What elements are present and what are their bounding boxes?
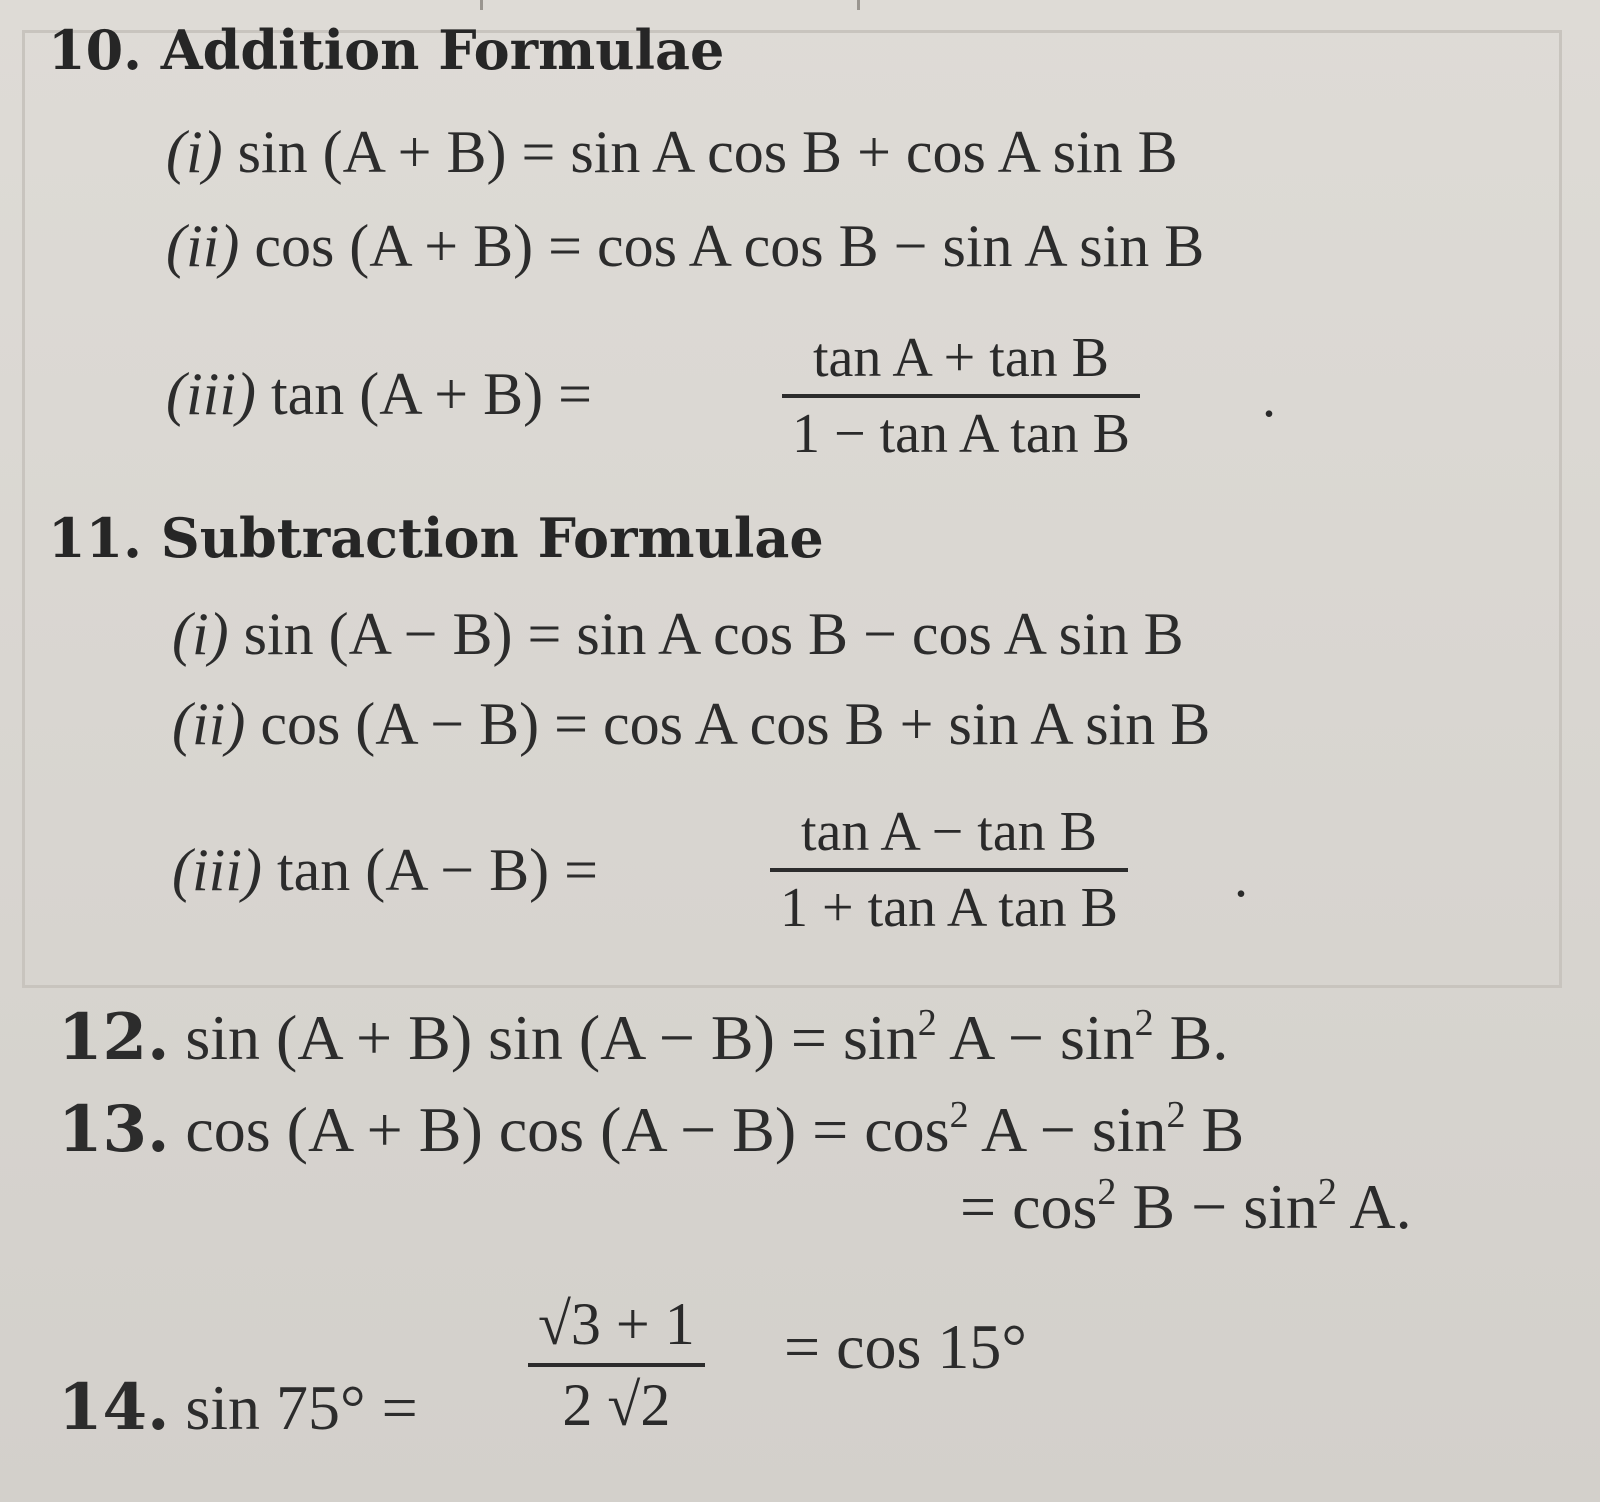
equals-sign: = xyxy=(554,691,588,757)
formula-10-i xyxy=(166,118,1178,187)
formula-lhs: sin (A − B) xyxy=(243,601,513,667)
formula-rhs: cos A cos B − sin A sin B xyxy=(596,213,1205,279)
formula-11-ii xyxy=(172,690,1210,759)
item-label: (ii) xyxy=(166,213,240,279)
section-title: Subtraction Formulae xyxy=(160,506,824,570)
formula-12 xyxy=(58,1000,1228,1075)
equals-sign: = xyxy=(527,601,562,667)
equals-sign: = xyxy=(558,361,592,427)
formula-rhs: $\cos^2 B - \sin^2 A$. xyxy=(1012,1171,1412,1242)
fraction-denominator: 1 − tan A tan B xyxy=(792,403,1131,465)
section-number: 13. xyxy=(58,1092,170,1167)
formula-rhs: sin A cos B − cos A sin B xyxy=(576,601,1184,667)
formula-lhs: tan (A − B) xyxy=(276,837,550,903)
formula-lhs: cos (A + B) cos (A − B) xyxy=(185,1094,797,1165)
equals-sign: = xyxy=(960,1171,997,1242)
item-label: (i) xyxy=(166,119,223,185)
section-title: Addition Formulae xyxy=(160,18,725,82)
formula-rhs: cos 15° xyxy=(836,1311,1027,1382)
fraction-denominator: 1 + tan A tan B xyxy=(780,877,1119,939)
section-number: 14. xyxy=(58,1370,170,1445)
section-number: 10. xyxy=(48,18,142,82)
equals-sign: = xyxy=(790,1002,827,1073)
item-label: (i) xyxy=(172,601,229,667)
section-number: 11. xyxy=(48,506,142,570)
equals-sign: = xyxy=(564,837,598,903)
formula-11-i xyxy=(172,600,1184,669)
formula-13 xyxy=(58,1092,1244,1167)
formula-lhs: cos (A − B) xyxy=(260,691,540,757)
fraction-tan-difference xyxy=(770,800,1128,940)
formula-11-iii xyxy=(172,836,598,905)
period: . xyxy=(1262,367,1276,429)
formula-10-iii xyxy=(166,360,592,429)
formula-lhs: sin (A + B) xyxy=(237,119,507,185)
section-number: 12. xyxy=(58,1000,170,1075)
formula-rhs: $\sin^2 A - \sin^2 B$. xyxy=(843,1002,1229,1073)
item-label: (iii) xyxy=(166,361,256,427)
equals-sign: = xyxy=(548,213,582,279)
formula-rhs: sin A cos B + cos A sin B xyxy=(570,119,1178,185)
period: . xyxy=(1234,847,1248,909)
fraction-numerator: tan A − tan B xyxy=(801,801,1098,863)
fraction-denominator: 2 √2 xyxy=(562,1372,671,1438)
fraction-sin75 xyxy=(528,1290,705,1440)
heading-addition-formulae xyxy=(48,18,724,82)
formula-lhs: tan (A + B) xyxy=(270,361,544,427)
equals-sign: = xyxy=(812,1094,849,1165)
equals-sign: = xyxy=(784,1311,821,1382)
top-rule xyxy=(480,0,860,10)
formula-13-alt xyxy=(960,1170,1412,1244)
item-label: (iii) xyxy=(172,837,262,903)
heading-subtraction-formulae xyxy=(48,506,824,570)
formula-rhs: $\cos^2 A - \sin^2 B$ xyxy=(864,1094,1245,1165)
formula-14-rhs xyxy=(784,1310,1027,1384)
equals-sign: = xyxy=(381,1372,418,1443)
item-label: (ii) xyxy=(172,691,246,757)
formula-lhs: sin 75° xyxy=(185,1372,366,1443)
fraction-numerator: √3 + 1 xyxy=(538,1291,695,1357)
fraction-numerator: tan A + tan B xyxy=(813,327,1110,389)
equals-sign: = xyxy=(521,119,556,185)
formula-lhs: sin (A + B) sin (A − B) xyxy=(185,1002,775,1073)
formula-rhs: cos A cos B + sin A sin B xyxy=(602,691,1211,757)
formula-lhs: cos (A + B) xyxy=(254,213,534,279)
formula-14 xyxy=(58,1370,418,1445)
formula-10-ii xyxy=(166,212,1204,281)
fraction-tan-sum xyxy=(782,326,1140,466)
